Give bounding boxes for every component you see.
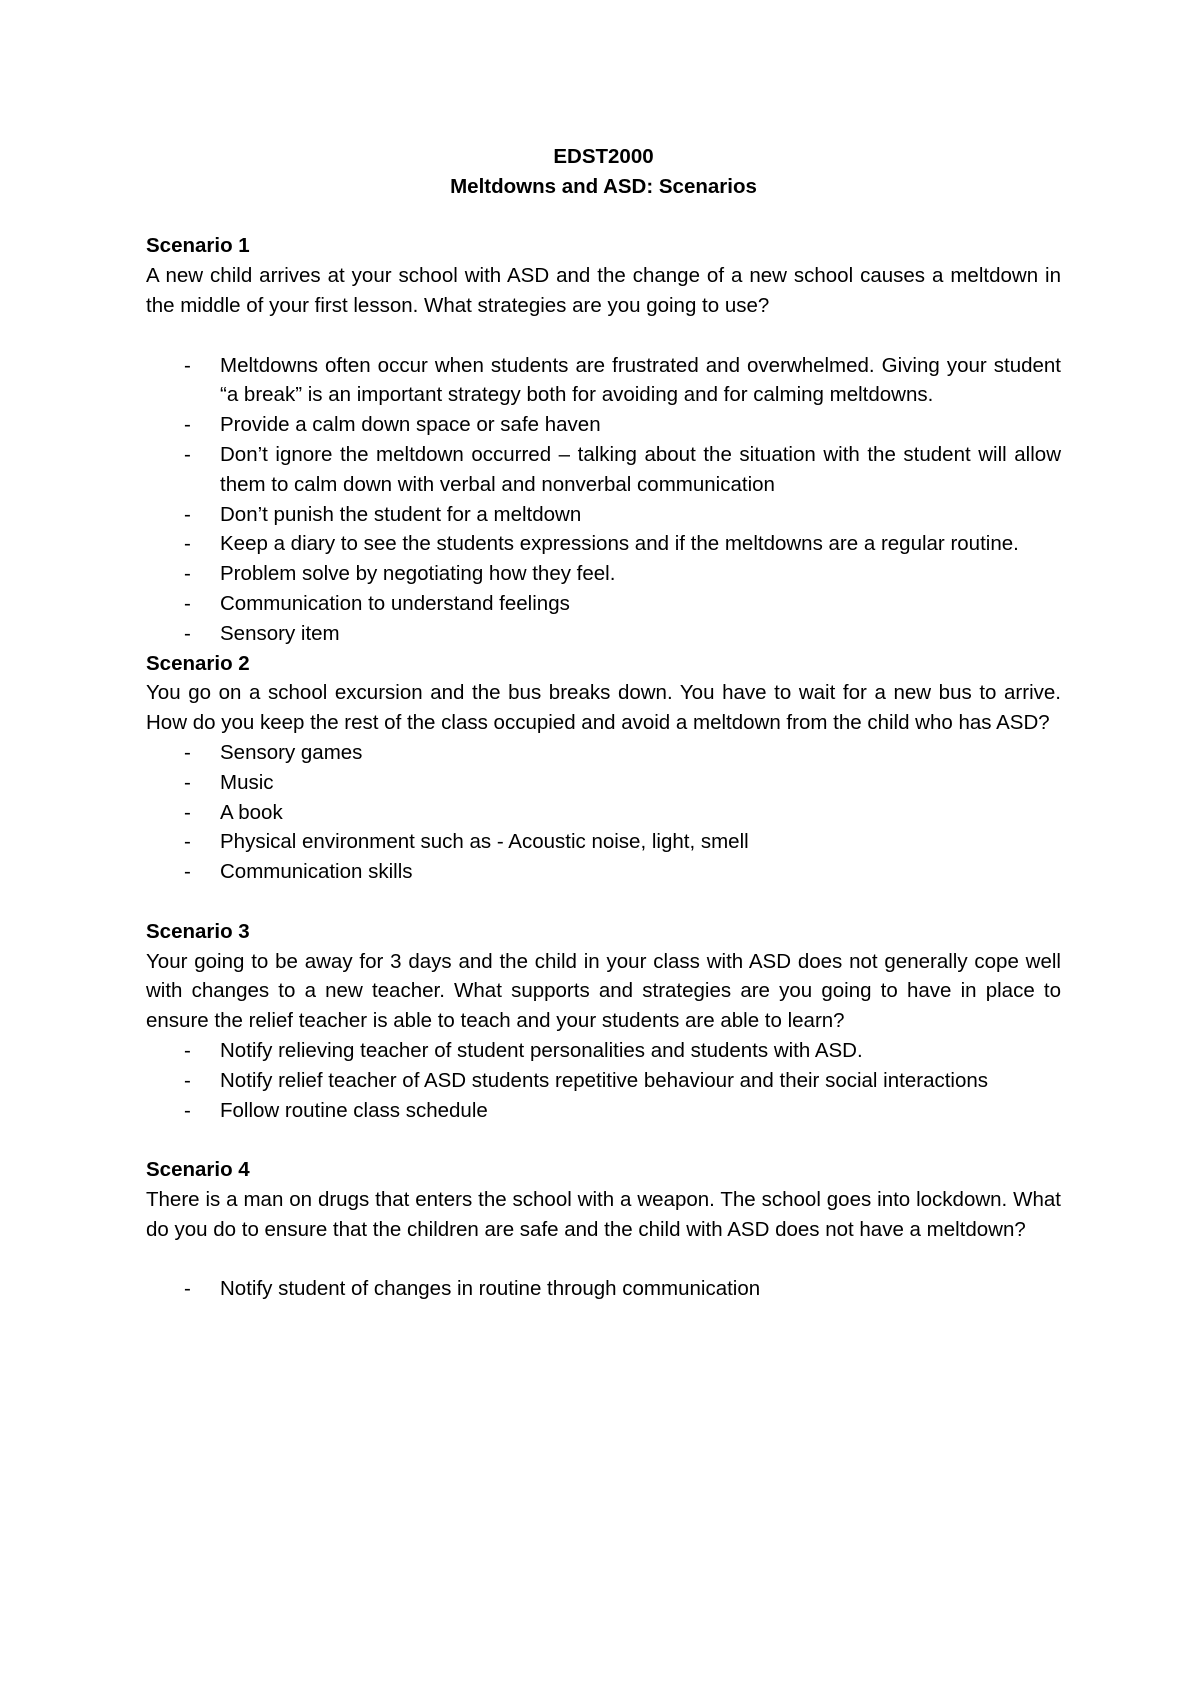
dash-bullet: - xyxy=(184,562,191,586)
dash-bullet: - xyxy=(184,502,191,526)
list-item-text: Sensory games xyxy=(220,740,363,764)
list-item-text: Problem solve by negotiating how they feel. xyxy=(220,562,616,586)
list-item xyxy=(146,1274,1061,1304)
scenario-4 xyxy=(146,1155,1061,1304)
dash-bullet: - xyxy=(184,1277,191,1301)
list-item-text: Don’t ignore the meltdown occurred – talking about the situation with the student will allow them to calm down with verbal and nonverbal communication xyxy=(220,442,1061,496)
list-item-text: Keep a diary to see the students expressions and if the meltdowns are a regular routine. xyxy=(220,532,1019,556)
dash-bullet: - xyxy=(184,740,191,764)
list-item xyxy=(146,589,1061,619)
dash-bullet: - xyxy=(184,770,191,794)
spacer xyxy=(146,1244,1061,1274)
scenario-3 xyxy=(146,917,1061,1126)
dash-bullet: - xyxy=(184,442,191,466)
scenario-1 xyxy=(146,231,1061,648)
scenario-prompt: A new child arrives at your school with ASD and the change of a new school causes a meltdown in the middle of your first lesson. What strategies are you going to use? xyxy=(146,264,1061,317)
list-item xyxy=(146,857,1061,887)
dash-bullet: - xyxy=(184,413,191,437)
list-item xyxy=(146,827,1061,857)
dash-bullet: - xyxy=(184,1038,191,1062)
scenario-heading: Scenario 3 xyxy=(146,919,250,943)
list-item xyxy=(146,440,1061,500)
list-item xyxy=(146,559,1061,589)
list-item xyxy=(146,1066,1061,1096)
list-item xyxy=(146,529,1061,559)
dash-bullet: - xyxy=(184,800,191,824)
course-code: EDST2000 xyxy=(553,145,654,168)
dash-bullet: - xyxy=(184,532,191,556)
scenario-prompt: There is a man on drugs that enters the school with a weapon. The school goes into lockdown. What do you do to ensure that the children are safe and the child with ASD does not have a meltdown? xyxy=(146,1187,1061,1241)
document-title: Meltdowns and ASD: Scenarios xyxy=(450,174,757,198)
list-item-text: A book xyxy=(220,800,283,824)
dash-bullet: - xyxy=(184,1068,191,1092)
scenario-heading: Scenario 2 xyxy=(146,651,250,675)
list-item-text: Provide a calm down space or safe haven xyxy=(220,413,601,437)
dash-bullet: - xyxy=(184,830,191,854)
list-item xyxy=(146,1096,1061,1126)
spacer xyxy=(146,321,1061,351)
list-item xyxy=(146,351,1061,411)
list-item xyxy=(146,768,1061,798)
spacer xyxy=(146,202,1061,232)
document-body xyxy=(146,142,1061,1304)
dash-bullet: - xyxy=(184,591,191,615)
dash-bullet: - xyxy=(184,860,191,884)
list-item-text: Notify student of changes in routine through communication xyxy=(220,1277,761,1301)
list-item xyxy=(146,738,1061,768)
list-item xyxy=(146,410,1061,440)
dash-bullet: - xyxy=(184,1098,191,1122)
list-item-text: Don’t punish the student for a meltdown xyxy=(220,502,582,526)
list-item-text: Communication skills xyxy=(220,860,413,884)
list-item xyxy=(146,500,1061,530)
scenario-prompt: You go on a school excursion and the bus breaks down. You have to wait for a new bus to arrive. How do you keep the rest of the class occupied and avoid a meltdown from the child who has ASD? xyxy=(146,681,1061,735)
scenario-prompt: Your going to be away for 3 days and the child in your class with ASD does not generally cope well with changes to a new teacher. What supports and strategies are you going to have in place to ensure the relief teacher is able to teach and your students are able to learn? xyxy=(146,949,1061,1033)
list-item xyxy=(146,1036,1061,1066)
list-item xyxy=(146,798,1061,828)
list-item-text: Sensory item xyxy=(220,621,340,645)
strategy-list xyxy=(146,1274,1061,1304)
list-item-text: Physical environment such as - Acoustic noise, light, smell xyxy=(220,830,749,854)
dash-bullet: - xyxy=(184,621,191,645)
strategy-list xyxy=(146,738,1061,887)
list-item-text: Meltdowns often occur when students are frustrated and overwhelmed. Giving your student “a break” is an important strategy both for avoiding and for calming meltdowns. xyxy=(220,353,1061,407)
scenario-heading: Scenario 1 xyxy=(146,234,250,258)
scenario-2 xyxy=(146,649,1061,887)
spacer xyxy=(146,887,1061,917)
spacer xyxy=(146,1125,1061,1155)
list-item-text: Music xyxy=(220,770,274,794)
strategy-list xyxy=(146,1036,1061,1125)
list-item xyxy=(146,619,1061,649)
scenario-heading: Scenario 4 xyxy=(146,1158,250,1182)
document-header xyxy=(146,142,1061,202)
list-item-text: Communication to understand feelings xyxy=(220,591,570,615)
strategy-list xyxy=(146,351,1061,649)
list-item-text: Follow routine class schedule xyxy=(220,1098,488,1122)
list-item-text: Notify relief teacher of ASD students repetitive behaviour and their social interactions xyxy=(220,1068,989,1092)
dash-bullet: - xyxy=(184,353,191,377)
list-item-text: Notify relieving teacher of student personalities and students with ASD. xyxy=(220,1038,863,1062)
